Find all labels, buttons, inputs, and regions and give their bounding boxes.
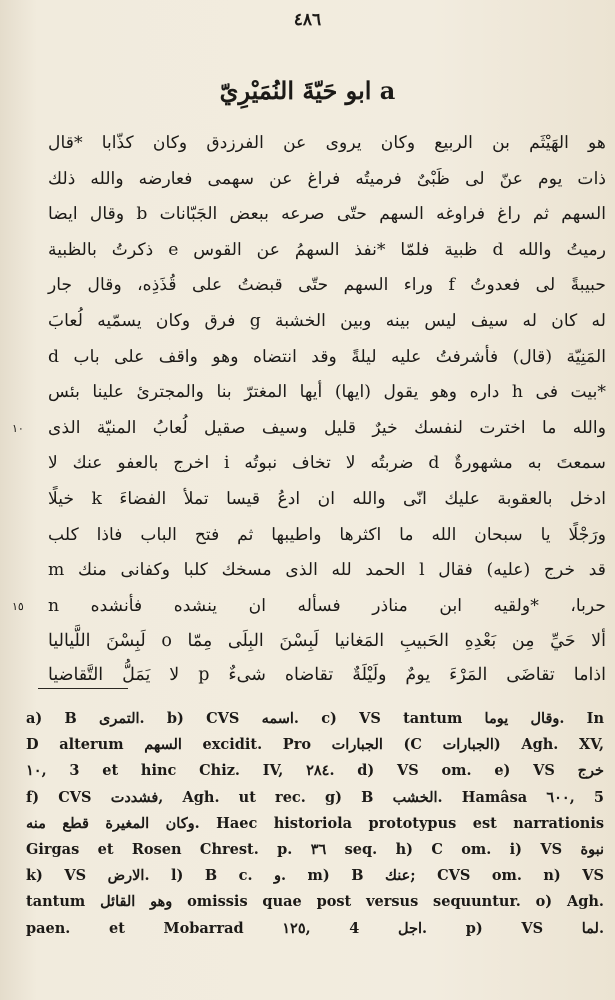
text-line [48,553,606,589]
text-line [48,233,606,269]
verse-line: ألا حَيِّ مِن بَعْدِهِ الحَبيبِ المَغانيا لَبِسْنَ البِلَى مِمّا o لَبِسْنَ اللَّياليا [48,631,607,652]
section-heading: ابو حَيّةَ النُمَيْرِيّ a [219,76,396,105]
footnote-line: D alterum السهم excidit. Pro الجبارات (C الجبارات) Agh. XV, [26,736,604,754]
line-text: سمعتَ به مشهورةٌ d ضربتُه لا تخاف نبوتُه i اخرج بالعفو عنك لا [48,453,606,474]
footnote-line: f) CVS فشددت, Agh. ut rec. g) B الخشب. Hamâsa ٦٠٠, 5 [26,788,605,806]
footnote-line: tantum وهو القائل omissis quae post versus sequuntur. o) Agh. [26,893,604,911]
line-text: رميتُ والله d ظبية فلمّا *نفذ السهمُ عن القوس e ذكرتُ بالظبية [48,239,607,260]
footnote-line: k) VS الارض. l) B c. و. m) B عنك; CVS om. n) VS [26,867,604,885]
line-text: ورَجْلًا يا سبحان الله ما اكثرها واطيبها ثم فتح الباب فاذا كلب [48,524,606,545]
line-text: المَنِيّة (قال) فأشرفتُ عليه ليلةً وقد انتضاه وهو واقف على باب d [48,346,606,367]
line-text: حبيبةً لى فعدوتُ f وراء السهم حتّى قبضتُ على قُذَذِه، وقال جار [48,275,606,296]
page-number: ٤٨٦ [293,10,322,30]
footnotes-block [26,706,604,942]
line-text: ذات يوم عنّ لى ظَبْىٌ فرميتُه فراغ عن سهمى فعارضه والله ذلك [48,168,606,189]
line-text: السهم ثم راغ فراوغه السهم حتّى صرعه ببعض الجَبّانات b وقال ايضا [48,204,606,225]
line-number: ١٥ [12,599,24,613]
footnote-line: paen. et Mobarrad ١٢٥, 4 اجل. p) VS لما. [26,919,604,937]
line-text: هو الهَيْثَم بن الربيع وكان يروى عن الفرزدق وكان كذّابا *قال [48,133,606,153]
text-line [12,589,606,625]
line-text: قد خرج (عليه) فقال l الحمد لله الذى مسخك كلبا وكفانى منك m [48,560,607,581]
text-line [48,340,606,376]
text-line [48,482,606,518]
text-line [48,375,606,411]
line-text: والله ما اخترت لنفسك خيرٌ قليل وسيف صقيل لُعابُ المنيّة الذى [48,417,606,438]
line-number: ١٠ [12,421,24,435]
line-text: ادخل بالعقوبة عليك انّى والله ان ادعُ قيسا تملأ الفضاءَ k خيلًا [48,488,606,509]
footnote-line: ١٠, 3 et hinc Chiz. IV, ٢٨٤. d) VS om. e) VS خرج [26,762,604,780]
text-line [48,162,606,198]
text-line [12,411,606,447]
text-line [48,197,606,233]
text-line [48,518,606,554]
line-text: *بيت فى h داره وهو يقول (ايها) أيها المغترّ بنا والمجترئ علينا بئس [48,382,606,403]
text-line [48,268,606,304]
footnote-rule [38,688,128,689]
arabic-body-text [12,126,607,692]
line-text: حربا، *ولقيه ابن مناذر فسأله ان ينشده فأنشده n [48,595,606,616]
footnote-line: وكان المغيرة قطع منه. Haec historiola prototypus est narrationis [26,814,604,832]
text-line [48,304,606,340]
line-text: له كان له سيف ليس بينه وبين الخشبة g فرق وكان يسمّيه لُعابَ [48,310,606,331]
verse-line: اذاما تقاضَى المَرْءَ يومٌ ولَيْلَةٌ تقاضاه شىءٌ p لا يَمَلُّ التَّقاضيا [48,665,606,686]
text-line [48,126,606,162]
text-line [48,446,606,482]
footnote-line: Girgas et Rosen Chrest. p. ٣٦ seq. h) C om. i) VS نبوة [26,840,604,858]
footnote-line: a) B التمرى. b) CVS اسمه. c) VS tantum وقال يوما. In [26,710,604,727]
